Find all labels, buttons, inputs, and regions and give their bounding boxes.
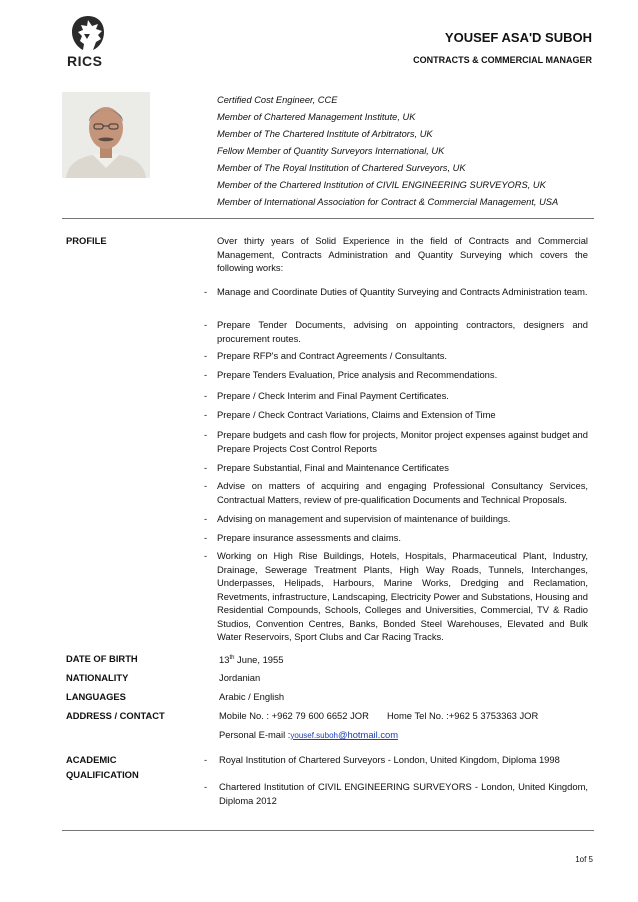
credential-item: Member of The Chartered Institute of Arbitrators, UK: [217, 129, 433, 139]
address-label: ADDRESS / CONTACT: [66, 710, 165, 721]
mobile-number: Mobile No. : +962 79 600 6652 JOR: [219, 710, 369, 721]
nationality-value: Jordanian: [219, 672, 261, 683]
candidate-name: YOUSEF ASA'D SUBOH: [444, 30, 592, 45]
qualification-label: QUALIFICATION: [66, 769, 139, 780]
credential-item: Member of The Royal Institution of Chartered Surveyors, UK: [217, 163, 466, 173]
profile-bullet: - Prepare Tenders Evaluation, Price analysis and Recommendations.: [204, 369, 498, 380]
credential-item: Member of the Chartered Institution of CIVIL ENGINEERING SURVEYORS, UK: [217, 180, 546, 190]
profile-bullet: - Advising on management and supervision of maintenance of buildings.: [204, 513, 511, 524]
candidate-role: CONTRACTS & COMMERCIAL MANAGER: [413, 55, 592, 65]
profile-bullet: - Prepare RFP's and Contract Agreements / Consultants.: [204, 350, 448, 361]
academic-item: - Royal Institution of Chartered Surveyors - London, United Kingdom, Diploma 1998: [204, 754, 560, 765]
academic-item: - Chartered Institution of CIVIL ENGINEERING SURVEYORS - London, United Kingdom, Diploma 2012: [204, 781, 588, 806]
profile-bullet: - Prepare / Check Contract Variations, Claims and Extension of Time: [204, 409, 496, 420]
profile-bullet: - Prepare budgets and cash flow for projects, Monitor project expenses against budget and Prepare Projects Cost Control Reports: [204, 429, 588, 454]
page-number: 1of 5: [575, 855, 593, 864]
credentials-list: [217, 92, 597, 211]
profile-bullet: - Manage and Coordinate Duties of Quantity Surveying and Contracts Administration team.: [204, 286, 588, 297]
profile-bullet: - Working on High Rise Buildings, Hotels, Hospitals, Pharmaceutical Plant, Industry, Drainage, Sewerage Treatment Plants, High Way Roads, Tunnels, Interchanges, Underpasses, Helipads, Harbours, Marine Works, Dredging and Reclamation, Revetments, infrastructure, Landscaping, Electricity Power and Substations, Housing and Residential Compounds, Schools, Colleges and Universities, Commercial, TV & Radio Studios, Convention Centres, Banks, Bonded Steel Warehouses, Elevated and Bulk Water Reservoirs, Sport Clubs and Car Racing Tracks.: [204, 550, 588, 642]
credential-item: Certified Cost Engineer, CCE: [217, 95, 338, 105]
credential-item: Member of Chartered Management Institute, UK: [217, 112, 416, 122]
nationality-label: NATIONALITY: [66, 672, 129, 683]
profile-bullet: - Prepare / Check Interim and Final Payment Certificates.: [204, 390, 449, 401]
profile-bullet: - Advise on matters of acquiring and engaging Professional Consultancy Services, Contractual Matters, review of pre-qualification Documents and Technical Proposals.: [204, 480, 588, 505]
home-phone: Home Tel No. :+962 5 3753363 JOR: [387, 710, 539, 721]
divider-bottom: [62, 830, 594, 831]
profile-intro: Over thirty years of Solid Experience in the field of Contracts and Commercial Management, Contracts Administration and Quantity Surveying which covers the following works:: [217, 235, 588, 273]
profile-bullet: - Prepare Tender Documents, advising on appointing contractors, designers and procurement routes.: [204, 319, 588, 344]
profile-photo: [62, 92, 150, 178]
languages-value: Arabic / English: [219, 691, 285, 702]
credential-item: Member of International Association for Contract & Commercial Management, USA: [217, 197, 559, 207]
divider-top: [62, 218, 594, 219]
email-link[interactable]: yousef.suboh@hotmail.com: [290, 729, 399, 740]
logo-text: RICS: [67, 53, 103, 69]
dob-value: 13th June, 1955: [219, 654, 284, 666]
credential-item: Fellow Member of Quantity Surveyors International, UK: [217, 146, 445, 156]
profile-bullet: - Prepare Substantial, Final and Maintenance Certificates: [204, 462, 449, 473]
profile-label: PROFILE: [66, 235, 107, 246]
profile-bullet: - Prepare insurance assessments and claims.: [204, 532, 401, 543]
academic-label: ACADEMIC: [66, 754, 117, 765]
lion-crest-icon: [66, 14, 110, 54]
languages-label: LANGUAGES: [66, 691, 126, 702]
dob-label: DATE OF BIRTH: [66, 653, 138, 664]
email-row: Personal E-mail :yousef.suboh@hotmail.com: [219, 729, 399, 740]
